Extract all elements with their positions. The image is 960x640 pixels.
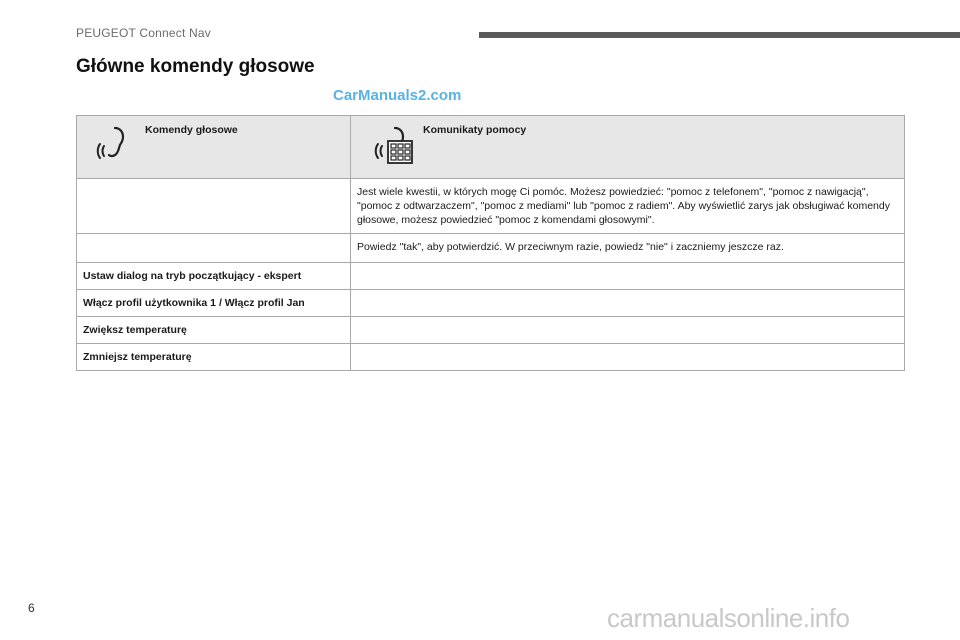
command-text: Zwiększ temperaturę <box>83 324 187 336</box>
help-message <box>351 317 904 329</box>
help-message <box>351 263 904 275</box>
table-row <box>77 344 905 371</box>
help-cell <box>351 234 905 263</box>
command-text <box>77 179 350 191</box>
command-cell <box>77 179 351 234</box>
help-cell <box>351 263 905 290</box>
command-text: Ustaw dialog na tryb początkujący - ekspert <box>83 270 302 282</box>
watermark-top[interactable]: CarManuals2.com <box>333 87 462 104</box>
table-row <box>77 234 905 263</box>
table-row <box>77 317 905 344</box>
voice-command-icon <box>95 124 129 166</box>
command-cell <box>77 344 351 371</box>
voice-help-keypad-icon <box>373 124 417 170</box>
table-row <box>77 263 905 290</box>
help-cell <box>351 317 905 344</box>
table-row <box>77 290 905 317</box>
header-cell-help <box>351 116 905 179</box>
table-row <box>77 179 905 234</box>
header-rule <box>479 32 960 38</box>
help-cell <box>351 344 905 371</box>
help-message: Powiedz "tak", aby potwierdzić. W przeciwnym razie, powiedz "nie" i zaczniemy jeszcze raz. <box>357 241 784 253</box>
page-number: 6 <box>28 601 35 615</box>
help-cell <box>351 290 905 317</box>
command-text: Włącz profil użytkownika 1 / Włącz profil Jan <box>83 297 305 309</box>
command-cell <box>77 290 351 317</box>
table-header-row <box>77 116 905 179</box>
voice-commands-table <box>76 115 905 371</box>
help-cell <box>351 179 905 234</box>
header-cell-commands <box>77 116 351 179</box>
help-message: Jest wiele kwestii, w których mogę Ci pomóc. Możesz powiedzieć: "pomoc z telefonem", "pomoc z nawigacją", "pomoc z odtwarzaczem", "pomoc z mediami" lub "pomoc z radiem". Aby wyświetlić zarys jak obsługiwać komendy głosowe, możesz powiedzieć "pomoc z komendami głosowymi". <box>357 186 890 226</box>
watermark-bottom[interactable]: carmanualsonline.info <box>607 603 850 633</box>
help-message <box>351 290 904 302</box>
command-cell <box>77 263 351 290</box>
column-header-commands: Komendy głosowe <box>145 124 238 136</box>
command-cell <box>77 317 351 344</box>
command-text <box>77 234 350 246</box>
command-cell <box>77 234 351 263</box>
document-header: PEUGEOT Connect Nav <box>76 26 211 40</box>
column-header-help: Komunikaty pomocy <box>423 124 527 136</box>
command-text: Zmniejsz temperaturę <box>83 351 192 363</box>
help-message <box>351 344 904 356</box>
page-title: Główne komendy głosowe <box>76 56 315 77</box>
